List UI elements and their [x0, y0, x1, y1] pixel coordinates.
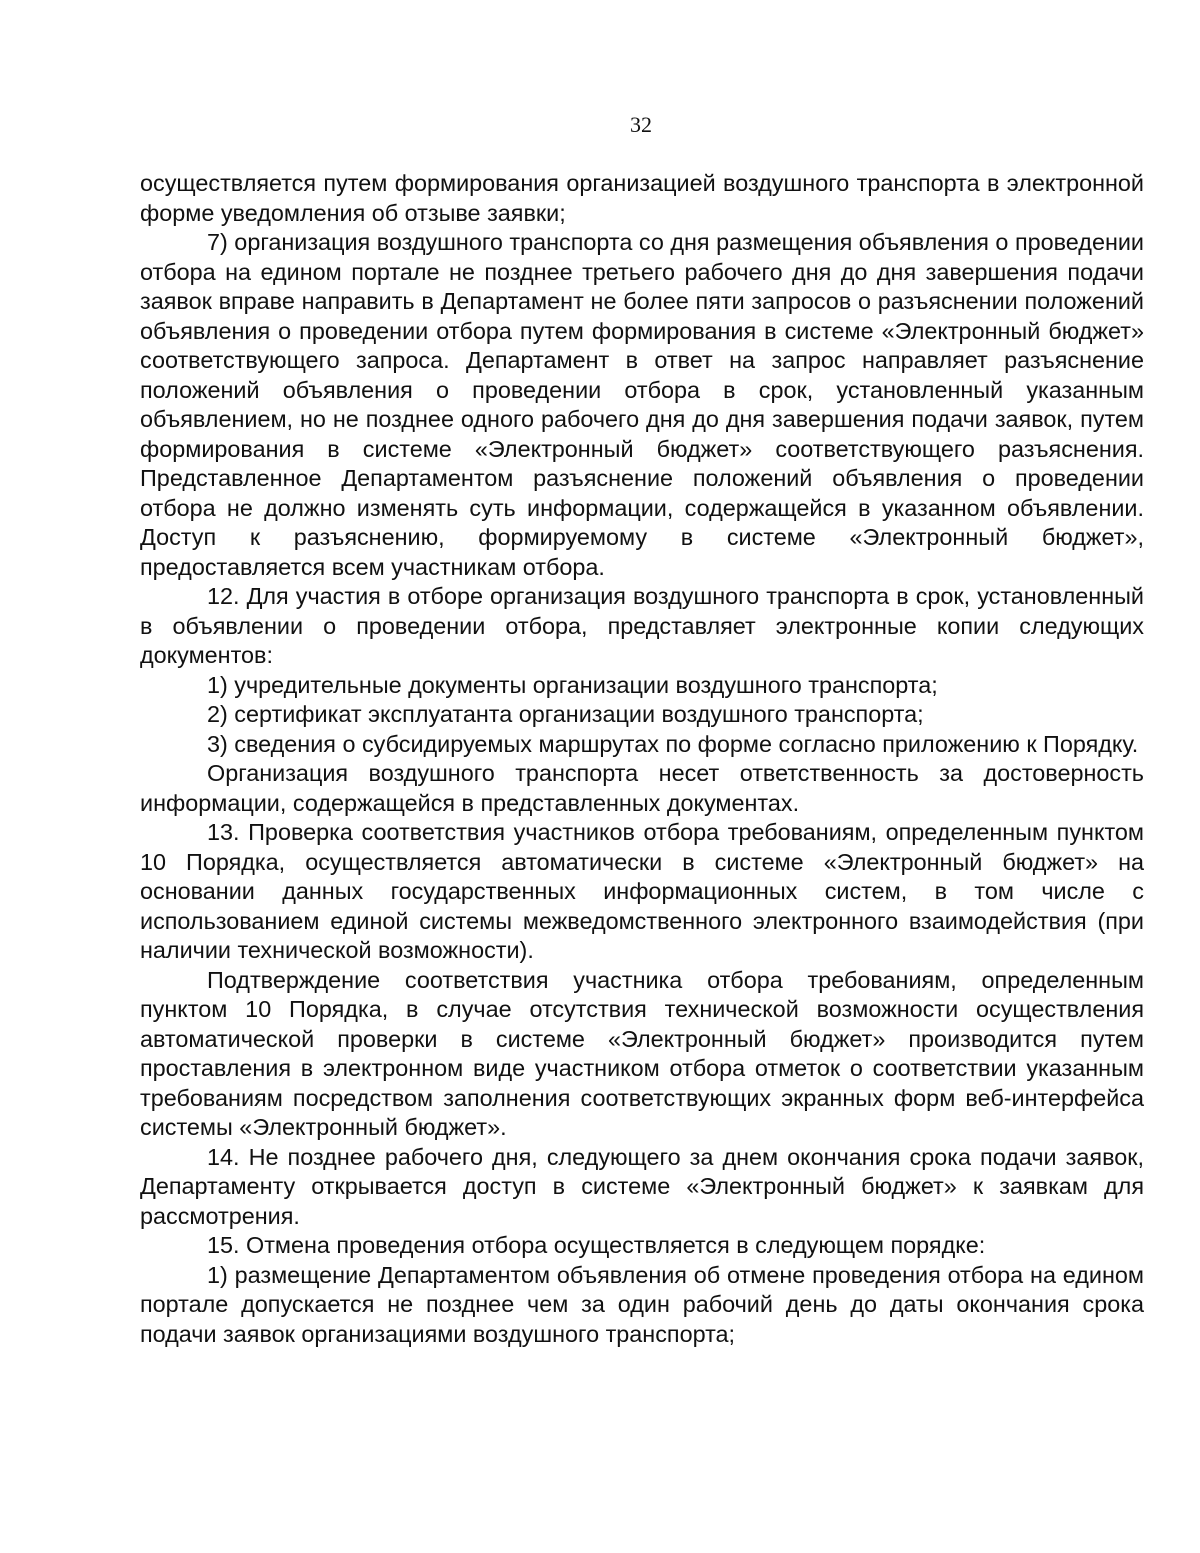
paragraph: 12. Для участия в отборе организация воздушного транспорта в срок, установленный в объявлении о проведении отбора, представляет электронные копии следующих документов: [140, 583, 1144, 668]
list-item: 1) размещение Департаментом объявления об отмене проведения отбора на едином портале допускается не позднее чем за один рабочий день до даты окончания срока подачи заявок организациями воздушного транспорта; [140, 1261, 1144, 1347]
paragraph: 14. Не позднее рабочего дня, следующего за днем окончания срока подачи заявок, Департаменту открывается доступ в системе «Электронный бюджет» к заявкам для рассмотрения. [140, 1143, 1144, 1229]
paragraph: осуществляется путем формирования организацией воздушного транспорта в электронной форме уведомления об отзыве заявки; [140, 170, 1144, 226]
list-item: 1) учредительные документы организации воздушного транспорта; [207, 671, 938, 698]
paragraph: 13. Проверка соответствия участников отбора требованиям, определенным пунктом 10 Порядка, осуществляется автоматически в системе «Электронный бюджет» на основании данных государственных информационных систем, в том числе с использованием единой системы межведомственного электронного взаимодействия (при наличии технической возможности). [140, 819, 1144, 963]
paragraph: 7) организация воздушного транспорта со дня размещения объявления о проведении отбора на едином портале не позднее третьего рабочего дня до дня завершения подачи заявок вправе направить в Департамент не более пяти запросов о разъяснении положений объявления о проведении отбора путем формирования в системе «Электронный бюджет» соответствующего запроса. Департамент в ответ на запрос направляет разъяснение положений объявления о проведении отбора в срок, установленный указанным объявлением, но не позднее одного рабочего дня до дня завершения подачи заявок, путем формирования в системе «Электронный бюджет» соответствующего разъяснения. Представленное Департаментом разъяснение положений объявления о проведении отбора не должно изменять суть информации, содержащейся в указанном объявлении. Доступ к разъяснению, формируемому в системе «Электронный бюджет», предоставляется всем участникам отбора. [140, 229, 1144, 580]
paragraph: Организация воздушного транспорта несет ответственность за достоверность информации, содержащейся в представленных документах. [140, 760, 1144, 816]
paragraph: 15. Отмена проведения отбора осуществляется в следующем порядке: [207, 1232, 986, 1258]
paragraph: Подтверждение соответствия участника отбора требованиям, определенным пунктом 10 Порядка, в случае отсутствия технической возможности осуществления автоматической проверки в системе «Электронный бюджет» производится путем проставления в электронном виде участником отбора отметок о соответствии указанным требованиям посредством заполнения соответствующих экранных форм веб-интерфейса системы «Электронный бюджет». [140, 966, 1144, 1140]
page-number: 32 [630, 112, 652, 137]
list-item: 3) сведения о субсидируемых маршрутах по форме согласно приложению к Порядку. [207, 730, 1139, 757]
document-body [140, 169, 1144, 1349]
list-item: 2) сертификат эксплуатанта организации воздушного транспорта; [207, 701, 924, 727]
